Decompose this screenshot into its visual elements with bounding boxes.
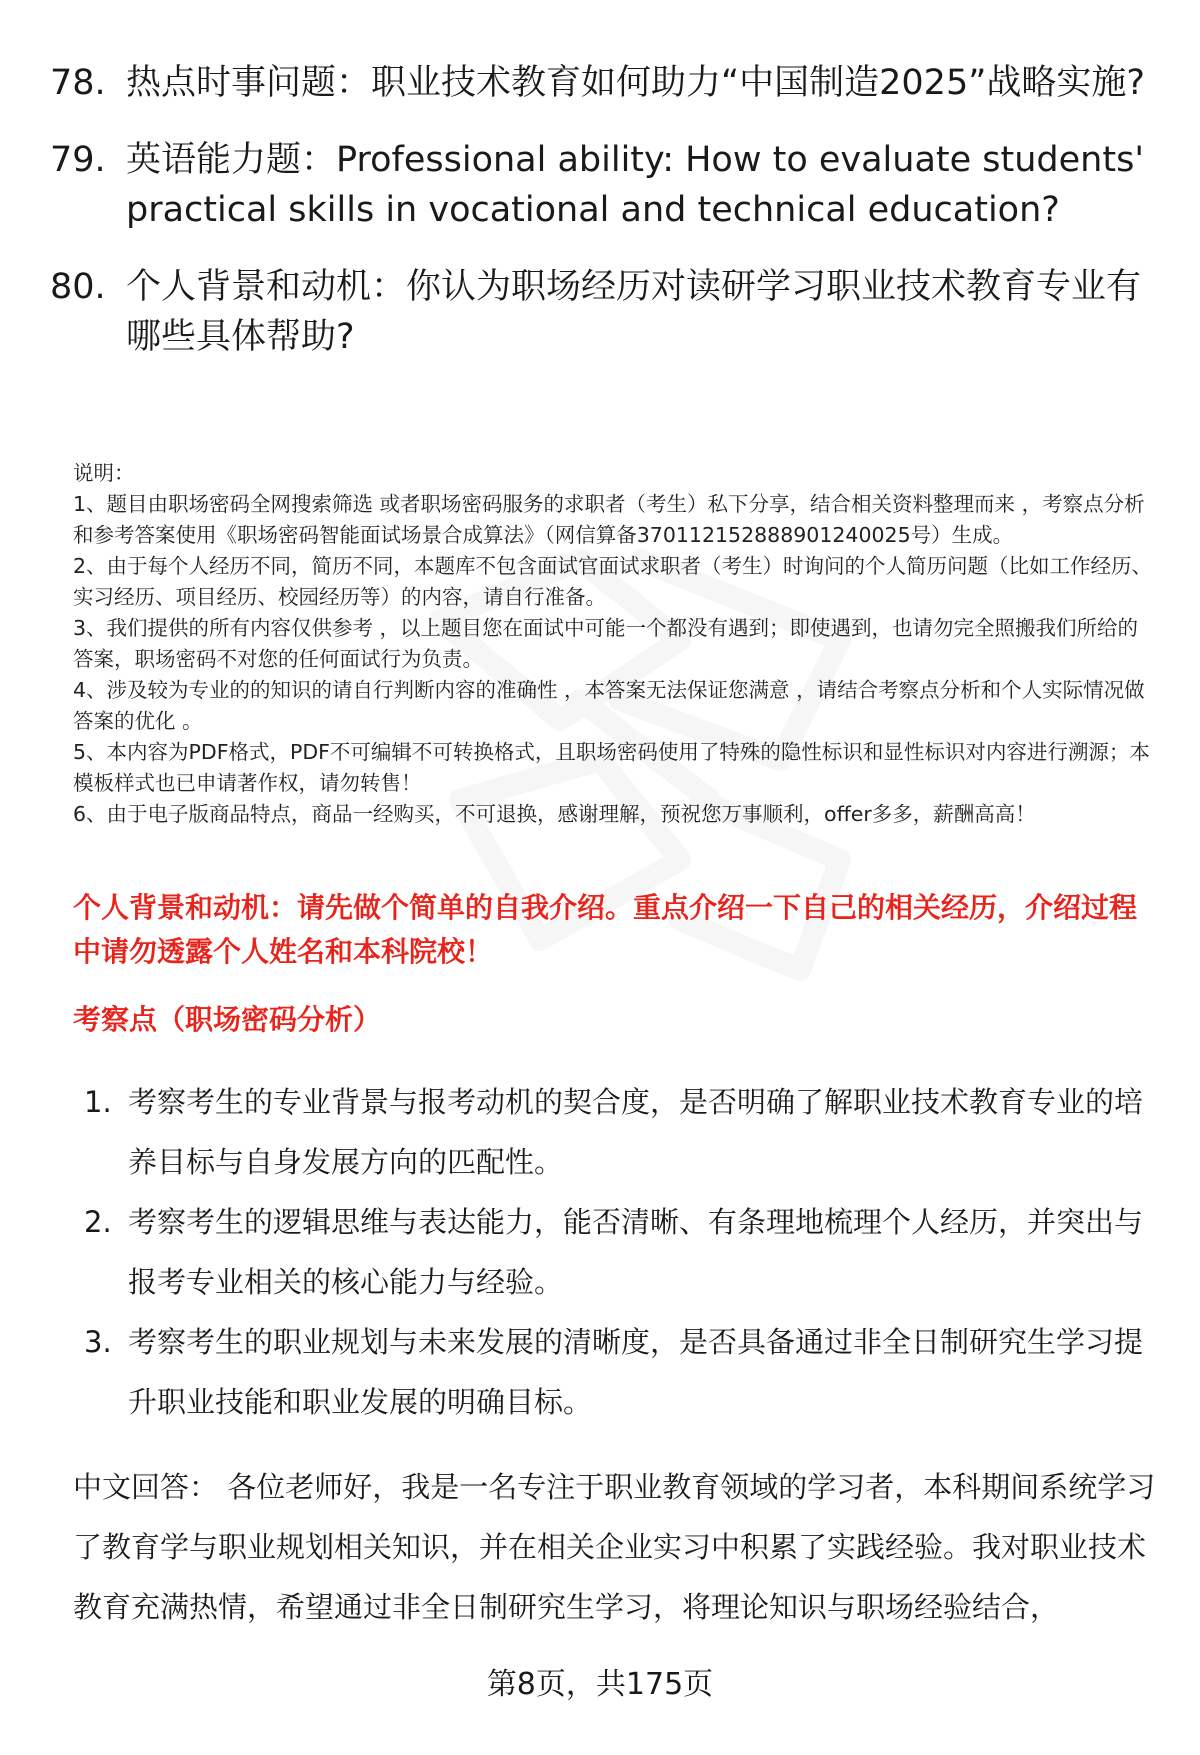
question-number: 80. [50, 267, 106, 307]
question-number: 78. [50, 63, 106, 103]
note-item: 5、本内容为PDF格式，PDF不可编辑不可转换格式，且职场密码使用了特殊的隐性标识和显性标识对内容进行溯源；本模板样式也已申请著作权，请勿转售！ [73, 740, 1150, 795]
question-item [50, 135, 1160, 235]
analysis-point [84, 1072, 1144, 1192]
question-item [50, 58, 1160, 108]
note-item: 2、由于每个人经历不同，简历不同，本题库不包含面试官面试求职者（考生）时询问的个人简历问题（比如工作经历、实习经历、项目经历、校园经历等）的内容，请自行准备。 [73, 554, 1153, 609]
point-number: 3. [84, 1325, 112, 1359]
note-item: 4、涉及较为专业的的知识的请自行判断内容的准确性 ，本答案无法保证您满意 ，请结合考察点分析和个人实际情况做答案的优化 。 [73, 678, 1145, 733]
question-list [50, 58, 1160, 389]
point-text: 考察考生的职业规划与未来发展的清晰度，是否具备通过非全日制研究生学习提升职业技能和职业发展的明确目标。 [128, 1325, 1144, 1419]
analysis-point [84, 1192, 1144, 1312]
answer-text: 中文回答： 各位老师好，我是一名专注于职业教育领域的学习者，本科期间系统学习了教育学与职业规划相关知识，并在相关企业实习中积累了实践经验。我对职业技术教育充满热情，希望通过非全日制研究生学习，将理论知识与职场经验结合， [73, 1470, 1156, 1624]
note-item: 3、我们提供的所有内容仅供参考 ，以上题目您在面试中可能一个都没有遇到；即使遇到，也请勿完全照搬我们所给的答案，职场密码不对您的任何面试行为负责。 [73, 616, 1139, 671]
note-item: 1、题目由职场密码全网搜索筛选 或者职场密码服务的求职者（考生）私下分享，结合相关资料整理而来 ，考察点分析和参考答案使用《职场密码智能面试场景合成算法》（网信算备370112152888901240025号）生成。 [73, 492, 1145, 547]
notes-title: 说明： [73, 461, 135, 485]
question-text: 英语能力题：Professional ability: How to evaluate students' practical skills in vocational and technical education? [126, 140, 1144, 230]
point-number: 2. [84, 1205, 112, 1239]
point-number: 1. [84, 1085, 112, 1119]
page-number: 第8页，共175页 [486, 1667, 714, 1702]
question-text: 个人背景和动机：你认为职场经历对读研学习职业技术教育专业有哪些具体帮助? [126, 267, 1142, 357]
analysis-points [84, 1072, 1144, 1432]
question-item [50, 262, 1160, 362]
note-item: 6、由于电子版商品特点，商品一经购买，不可退换，感谢理解，预祝您万事顺利，offer多多，薪酬高高！ [73, 802, 1036, 826]
point-text: 考察考生的逻辑思维与表达能力，能否清晰、有条理地梳理个人经历，并突出与报考专业相关的核心能力与经验。 [128, 1205, 1144, 1299]
question-text: 热点时事问题：职业技术教育如何助力“中国制造2025”战略实施? [126, 63, 1145, 103]
notes-block [73, 458, 1158, 830]
section-heading: 个人背景和动机：请先做个简单的自我介绍。重点介绍一下自己的相关经历，介绍过程中请勿透露个人姓名和本科院校！ [73, 891, 1138, 968]
analysis-point [84, 1312, 1144, 1432]
question-number: 79. [50, 140, 106, 180]
point-text: 考察考生的专业背景与报考动机的契合度，是否明确了解职业技术教育专业的培养目标与自身发展方向的匹配性。 [128, 1085, 1144, 1179]
analysis-title: 考察点（职场密码分析） [73, 1003, 382, 1036]
